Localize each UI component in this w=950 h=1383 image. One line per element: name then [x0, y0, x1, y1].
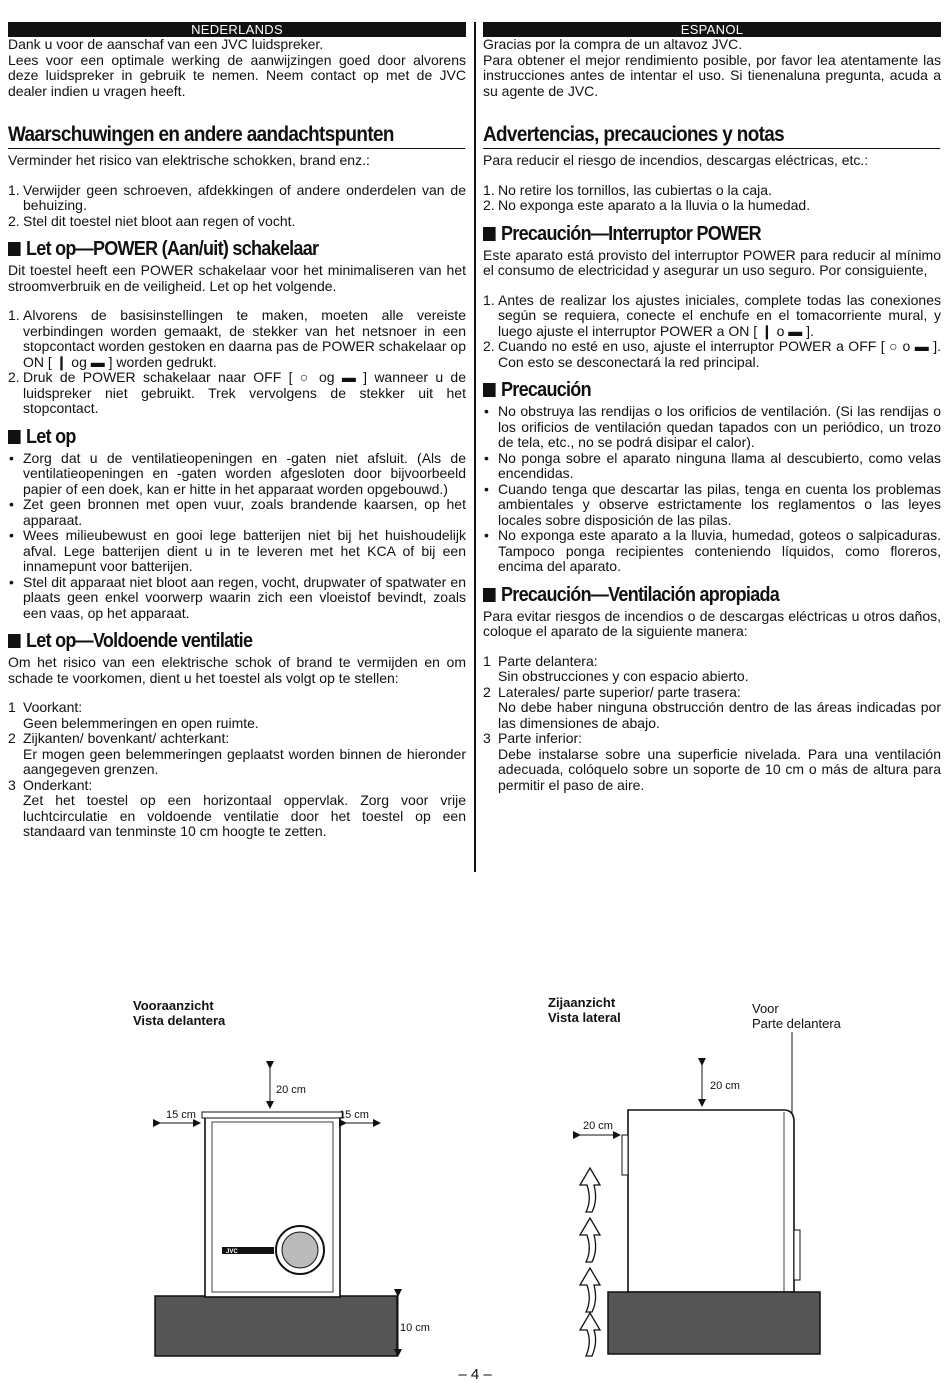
list-item: 1 Voorkant: Geen belemmeringen en open ruimte.: [8, 699, 259, 731]
warnings-title: Waarschuwingen en andere aandachtspunten: [8, 123, 466, 149]
ventilation-section-heading: Let op—Voldoende ventilatie: [8, 629, 420, 653]
list-item: 2 Zijkanten/ bovenkant/ achterkant: Er mogen geen belemmeringen geplaatst worden binnen de hieronder aangegeven grenzen.: [8, 730, 466, 777]
power-intro: Dit toestel heeft een POWER schakelaar voor het minimaliseren van het stroomverbruik en de veiligheid. Let op het volgende.: [8, 262, 466, 294]
list-item: 3 Onderkant: Zet het toestel op een horizontaal oppervlak. Zorg voor vrije luchtcirculatie en voldoende ventilatie door het toestel op een standaard van tenminste 10 cm hoogte te zetten.: [8, 776, 466, 839]
square-bullet-icon: [8, 634, 21, 648]
square-bullet-icon: [8, 242, 21, 256]
caution-section-heading: Let op: [8, 425, 420, 449]
ventilation-intro: Para evitar riesgos de incendios o de descargas eléctricas u otros daños, coloque el aparato de la siguiente manera:: [483, 607, 941, 639]
list-item: • Stel dit apparaat niet bloot aan regen, vocht, drupwater of spatwater en plaats geen enkel voorwerp waarin zich een vloeistof bevindt, zoals een vaas, op het apparaat.: [8, 575, 466, 622]
dim-bottom: 10 cm: [400, 1322, 430, 1334]
ventilation-list: [8, 700, 466, 840]
list-item: 2. Stel dit toestel niet bloot aan regen of vocht.: [8, 212, 296, 229]
warnings-list: [483, 183, 941, 214]
intro-line: Lees voor een optimale werking de aanwijzingen goed door alvorens deze luidspreker in gebruik te nemen. Neem contact op met de JVC dealer indien u vragen heeft.: [8, 51, 466, 99]
list-item: 2. Cuando no esté en uso, ajuste el interruptor POWER a OFF [ ○ o ▬ ]. Con esto se desconectará la red principal.: [483, 338, 941, 370]
dim-top-front: 20 cm: [276, 1084, 306, 1096]
square-bullet-icon: [483, 588, 496, 602]
list-item: • No ponga sobre el aparato ninguna llama al descubierto, como velas encendidas.: [483, 451, 941, 482]
dim-left: 15 cm: [166, 1109, 196, 1121]
intro-line: Dank u voor de aanschaf van een JVC luidspreker.: [8, 36, 324, 52]
list-item: 1. Alvorens de basisinstellingen te maken, moeten alle vereiste verbindingen worden gemaakt, de stekker van het netsnoer in een stopcontact worden gestoken en daarna pas de POWER schakelaar op ON [ ❙ og ▬ ] worden gedrukt.: [8, 307, 466, 370]
list-item: • Zorg dat u de ventilatieopeningen en -gaten niet afsluit. (Als de ventilatieopeningen en -gaten worden afgesloten door bijvoorbeeld papier of een doek, kan er hitte in het apparaat worden opgebouwd.): [8, 451, 466, 498]
list-item: 1. Verwijder geen schroeven, afdekkingen of andere onderdelen van de behuizing.: [8, 181, 466, 213]
square-bullet-icon: [8, 430, 21, 444]
reduce-risk-text: Verminder het risico van elektrische schokken, brand enz.:: [8, 152, 370, 168]
warnings-list: [8, 183, 466, 230]
airflow-arrow-icon: [580, 1268, 600, 1312]
ventilation-section-heading: Precaución—Ventilación apropiada: [483, 583, 895, 607]
front-view-label: Vooraanzicht Vista delantera: [133, 998, 226, 1028]
list-item: • No exponga este aparato a la lluvia, humedad, goteos o salpicaduras. Tampoco ponga recipientes conteniendo líquidos, como floreros, encima del aparato.: [483, 528, 941, 575]
airflow-arrow-icon: [580, 1218, 600, 1262]
power-list: [483, 293, 941, 371]
list-item: • No obstruya las rendijas o los orificios de ventilación. (Si las rendijas o los orificios de ventilación quedan tapados con un periódico, un trozo de tela, etc., no se podrá disipar el calor).: [483, 404, 941, 451]
page-number: – 4 –: [458, 1366, 492, 1383]
ventilation-intro: Om het risico van een elektrische schok of brand te vermijden en om schade te voorkomen, dient u het toestel als volgt op te stellen:: [8, 654, 466, 686]
list-item: 2. No exponga este aparato a la lluvia o la humedad.: [483, 197, 811, 213]
list-item: 3 Parte inferior: Debe instalarse sobre una superficie nivelada. Para una ventilación adecuada, colóquelo sobre un soporte de 10 cm o más de altura para permitir el paso de aire.: [483, 730, 941, 793]
warnings-title: Advertencias, precauciones y notas: [483, 123, 941, 149]
dim-top-side: 20 cm: [710, 1080, 740, 1092]
square-bullet-icon: [483, 227, 496, 241]
dim-back: 20 cm: [583, 1120, 613, 1132]
caution-list: [483, 404, 941, 575]
list-item: 1. No retire los tornillos, las cubiertas o la caja.: [483, 181, 772, 198]
square-bullet-icon: [483, 383, 496, 397]
power-section-heading: Let op—POWER (Aan/uit) schakelaar: [8, 237, 420, 261]
column-dutch: [8, 22, 466, 840]
list-item: • Zet geen bronnen met open vuur, zoals brandende kaarsen, op het apparaat.: [8, 497, 466, 528]
column-divider: [474, 22, 476, 872]
intro-line: Gracias por la compra de un altavoz JVC.: [483, 36, 743, 52]
language-header-spanish: ESPANOL: [483, 22, 941, 37]
caution-section-heading: Precaución: [483, 378, 895, 402]
side-view-diagram: [570, 1030, 830, 1360]
airflow-arrow-icon: [580, 1313, 600, 1356]
list-item: 1. Antes de realizar los ajustes iniciales, complete todas las conexiones según se requiera, conecte el enchufe en el tomacorriente mural, y luego ajuste el interruptor POWER a ON [ ❙ o ▬ ].: [483, 291, 941, 339]
list-item: 1 Parte delantera: Sin obstrucciones y con espacio abierto.: [483, 652, 749, 684]
power-list: [8, 308, 466, 417]
list-item: • Cuando tenga que descartar las pilas, tenga en cuenta los problemas ambientales y observe estrictamente los reglamentos o las leyes locales sobre disposición de las pilas.: [483, 482, 941, 529]
front-note-label: Voor Parte delantera: [752, 1001, 841, 1031]
brand-logo: JVC: [226, 1249, 238, 1255]
column-spanish: [483, 22, 941, 793]
intro-line: Para obtener el mejor rendimiento posible, por favor lea atentamente las instrucciones antes de intentar el uso. Si tienenaluna pregunta, acuda a su agente de JVC.: [483, 51, 941, 99]
list-item: 2. Druk de POWER schakelaar naar OFF [ ○ og ▬ ] wanneer u de luidspreker niet gebruikt. Trek vervolgens de stekker uit het stopcontact.: [8, 369, 466, 416]
dim-right: 15 cm: [339, 1109, 369, 1121]
caution-list: [8, 451, 466, 622]
front-view-diagram: [150, 1060, 420, 1360]
ventilation-list: [483, 654, 941, 794]
list-item: 2 Laterales/ parte superior/ parte trasera: No debe haber ninguna obstrucción dentro de las áreas indicadas por las dimensiones de abajo.: [483, 683, 941, 731]
power-intro: Este aparato está provisto del interruptor POWER para reducir al mínimo el consumo de electricidad y asegurar un uso seguro. Por consiguiente,: [483, 246, 941, 278]
airflow-arrow-icon: [580, 1168, 600, 1212]
reduce-risk-text: Para reducir el riesgo de incendios, descargas eléctricas, etc.:: [483, 152, 869, 168]
list-item: • Wees milieubewust en gooi lege batterijen niet bij het huishoudelijk afval. Lege batterijen dient u in te leveren met het KCA of bij een innamepunt voor batterijen.: [8, 528, 466, 575]
power-section-heading: Precaución—Interruptor POWER: [483, 222, 895, 246]
side-view-label: Zijaanzicht Vista lateral: [548, 995, 621, 1025]
language-header-dutch: NEDERLANDS: [8, 22, 466, 37]
